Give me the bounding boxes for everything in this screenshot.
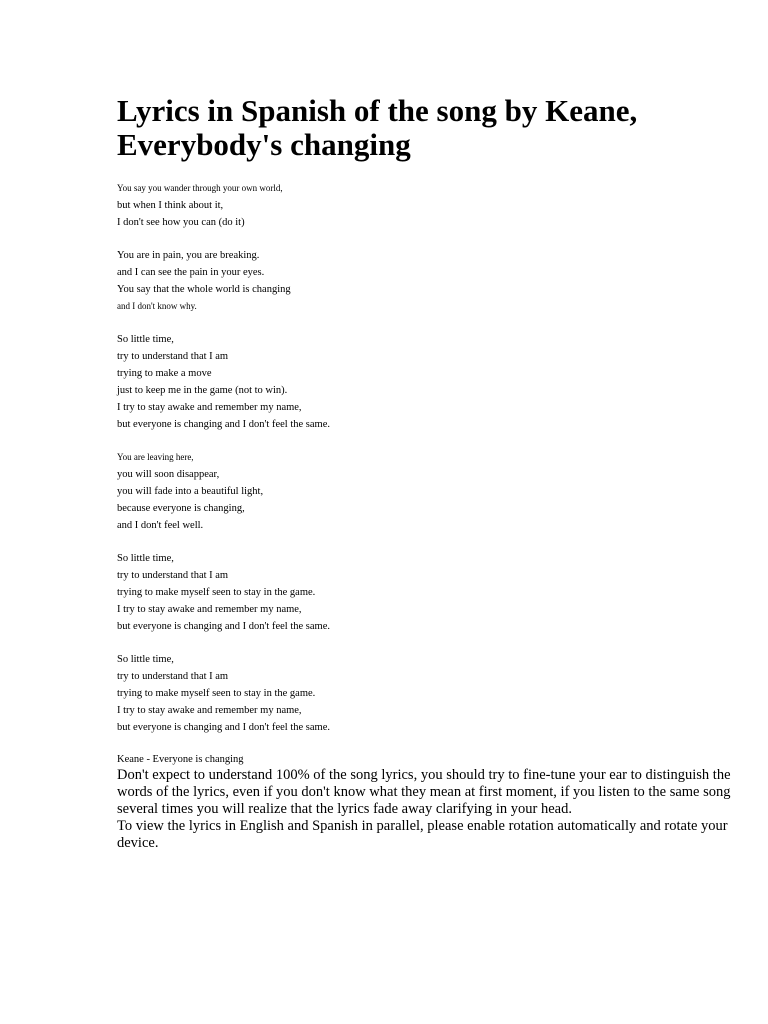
stanza-6 xyxy=(117,651,757,736)
lyric-line: So little time, xyxy=(117,334,174,345)
stanza-1 xyxy=(117,180,757,231)
lyric-line: You are in pain, you are breaking. xyxy=(117,250,260,261)
lyric-line: but everyone is changing and I don't feel the same. xyxy=(117,621,330,632)
lyric-line: You say you wander through your own world, xyxy=(117,183,283,193)
song-credit: Keane - Everyone is changing xyxy=(117,754,244,765)
lyric-line: trying to make a move xyxy=(117,368,212,379)
lyric-line: you will fade into a beautiful light, xyxy=(117,486,264,497)
lyric-line: trying to make myself seen to stay in the game. xyxy=(117,587,316,598)
lyric-line: try to understand that I am xyxy=(117,351,229,362)
lyrics-body xyxy=(117,180,757,852)
lyric-line: and I don't feel well. xyxy=(117,520,204,531)
lyric-line: You are leaving here, xyxy=(117,452,194,462)
stanza-5 xyxy=(117,550,757,635)
lyric-line: trying to make myself seen to stay in the game. xyxy=(117,688,316,699)
lyric-line: and I can see the pain in your eyes. xyxy=(117,267,265,278)
lyric-line: try to understand that I am xyxy=(117,671,229,682)
stanza-3 xyxy=(117,331,757,433)
lyric-line: but everyone is changing and I don't feel the same. xyxy=(117,722,330,733)
lyric-line: you will soon disappear, xyxy=(117,469,220,480)
lyric-line: I try to stay awake and remember my name, xyxy=(117,402,302,413)
lyric-line: I try to stay awake and remember my name, xyxy=(117,604,302,615)
note-paragraph: Don't expect to understand 100% of the song lyrics, you should try to fine-tune your ear to distinguish the words of the lyrics, even if you don't know what they mean at first moment, if you listen to the same song several times you will realize that the lyrics fade away clarifying in your head. xyxy=(117,767,731,817)
stanza-2 xyxy=(117,247,757,315)
lyric-line: try to understand that I am xyxy=(117,570,229,581)
lyric-line: because everyone is changing, xyxy=(117,503,245,514)
lyric-line: So little time, xyxy=(117,654,174,665)
lyric-line: but everyone is changing and I don't feel the same. xyxy=(117,419,330,430)
lyric-line: So little time, xyxy=(117,553,174,564)
lyric-line: You say that the whole world is changing xyxy=(117,284,291,295)
lyric-line: I don't see how you can (do it) xyxy=(117,217,245,228)
stanza-4 xyxy=(117,449,757,534)
page-title: Lyrics in Spanish of the song by Keane, Everybody's changing xyxy=(117,93,638,162)
lyric-line: just to keep me in the game (not to win). xyxy=(117,385,288,396)
note-paragraph: To view the lyrics in English and Spanish in parallel, please enable rotation automatically and rotate your device. xyxy=(117,818,728,851)
lyric-line: and I don't know why. xyxy=(117,301,197,311)
lyric-line: I try to stay awake and remember my name, xyxy=(117,705,302,716)
lyric-line: but when I think about it, xyxy=(117,200,224,211)
